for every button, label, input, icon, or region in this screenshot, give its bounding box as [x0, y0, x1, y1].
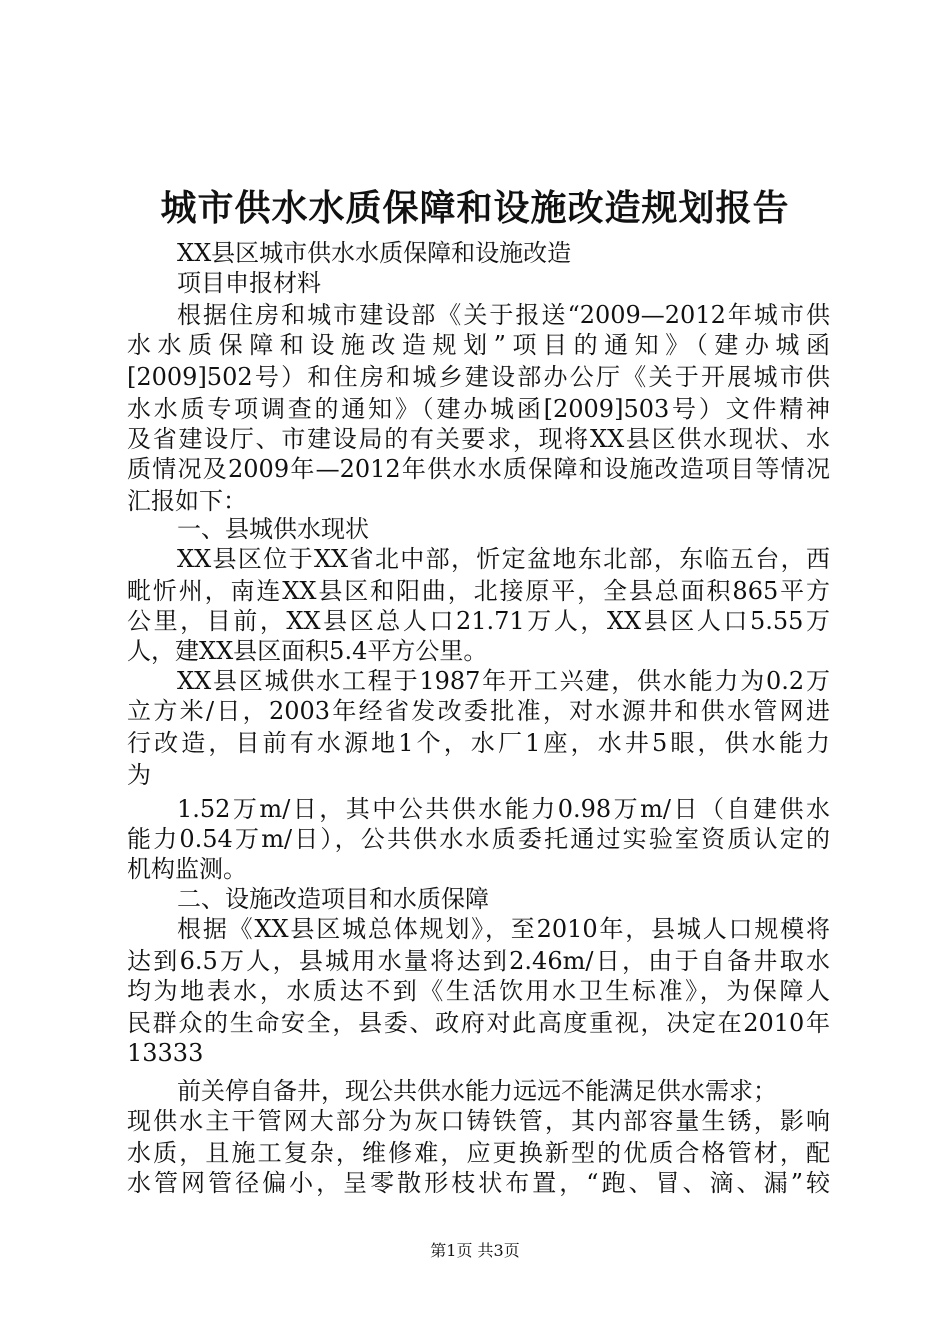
section-heading: 二、设施改造项目和水质保障: [177, 885, 489, 913]
paragraph-line: 达到6.5万人，县城用水量将达到2.46m/日，由于自备井取水: [127, 947, 830, 975]
paragraph-line: 毗忻州，南连XX县区和阳曲，北接原平，全县总面积865平方: [127, 577, 830, 605]
paragraph-line: 质情况及2009年—2012年供水水质保障和设施改造项目等情况: [127, 455, 830, 483]
paragraph-line: 根据《XX县区城总体规划》，至2010年，县城人口规模将: [177, 915, 830, 943]
paragraph-line: 水水质专项调查的通知》（建办城函[2009]503号）文件精神: [127, 395, 830, 423]
paragraph-line: 及省建设厅、市建设局的有关要求，现将XX县区供水现状、水: [127, 425, 830, 453]
paragraph-line: 13333: [127, 1039, 204, 1067]
paragraph-line: 为: [127, 761, 151, 789]
paragraph-line: [2009]502号）和住房和城乡建设部办公厅《关于开展城市供: [127, 363, 830, 391]
paragraph-line: 民群众的生命安全，县委、政府对此高度重视，决定在2010年: [127, 1009, 830, 1037]
paragraph-line: 前关停自备井，现公共供水能力远远不能满足供水需求；: [177, 1077, 777, 1105]
paragraph-line: 机构监测。: [127, 855, 247, 883]
paragraph-line: XX县区位于XX省北中部，忻定盆地东北部，东临五台，西: [177, 545, 830, 573]
subtitle-line: 项目申报材料: [177, 269, 321, 297]
paragraph-line: 公里，目前，XX县区总人口21.71万人，XX县区人口5.55万: [127, 607, 830, 635]
paragraph-line: 水水质保障和设施改造规划”项目的通知》（建办城函: [127, 331, 830, 359]
paragraph-line: 根据住房和城市建设部《关于报送“2009—2012年城市供: [177, 301, 830, 329]
paragraph-line: 1.52万m/日，其中公共供水能力0.98万m/日（自建供水: [177, 795, 830, 823]
paragraph-line: XX县区城供水工程于1987年开工兴建，供水能力为0.2万: [177, 667, 830, 695]
paragraph-line: 能力0.54万m/日），公共供水水质委托通过实验室资质认定的: [127, 825, 830, 853]
page-number-footer: 第1页 共3页: [430, 1241, 520, 1260]
paragraph-line: 人，建XX县区面积5.4平方公里。: [127, 637, 488, 665]
subtitle-line: XX县区城市供水水质保障和设施改造: [177, 239, 572, 267]
document-title: 城市供水水质保障和设施改造规划报告: [160, 187, 790, 229]
paragraph-line: 水管网管径偏小，呈零散形枝状布置，“跑、冒、滴、漏”较: [127, 1169, 830, 1197]
section-heading: 一、县城供水现状: [177, 515, 369, 543]
paragraph-line: 均为地表水，水质达不到《生活饮用水卫生标准》，为保障人: [127, 977, 830, 1005]
paragraph-line: 行改造，目前有水源地1个，水厂1座，水井5眼，供水能力: [127, 729, 830, 757]
paragraph-line: 现供水主干管网大部分为灰口铸铁管，其内部容量生锈，影响: [127, 1107, 830, 1135]
paragraph-line: 汇报如下：: [127, 487, 247, 515]
paragraph-line: 立方米/日，2003年经省发改委批准，对水源井和供水管网进: [127, 697, 830, 725]
paragraph-line: 水质，且施工复杂，维修难，应更换新型的优质合格管材，配: [127, 1139, 830, 1167]
